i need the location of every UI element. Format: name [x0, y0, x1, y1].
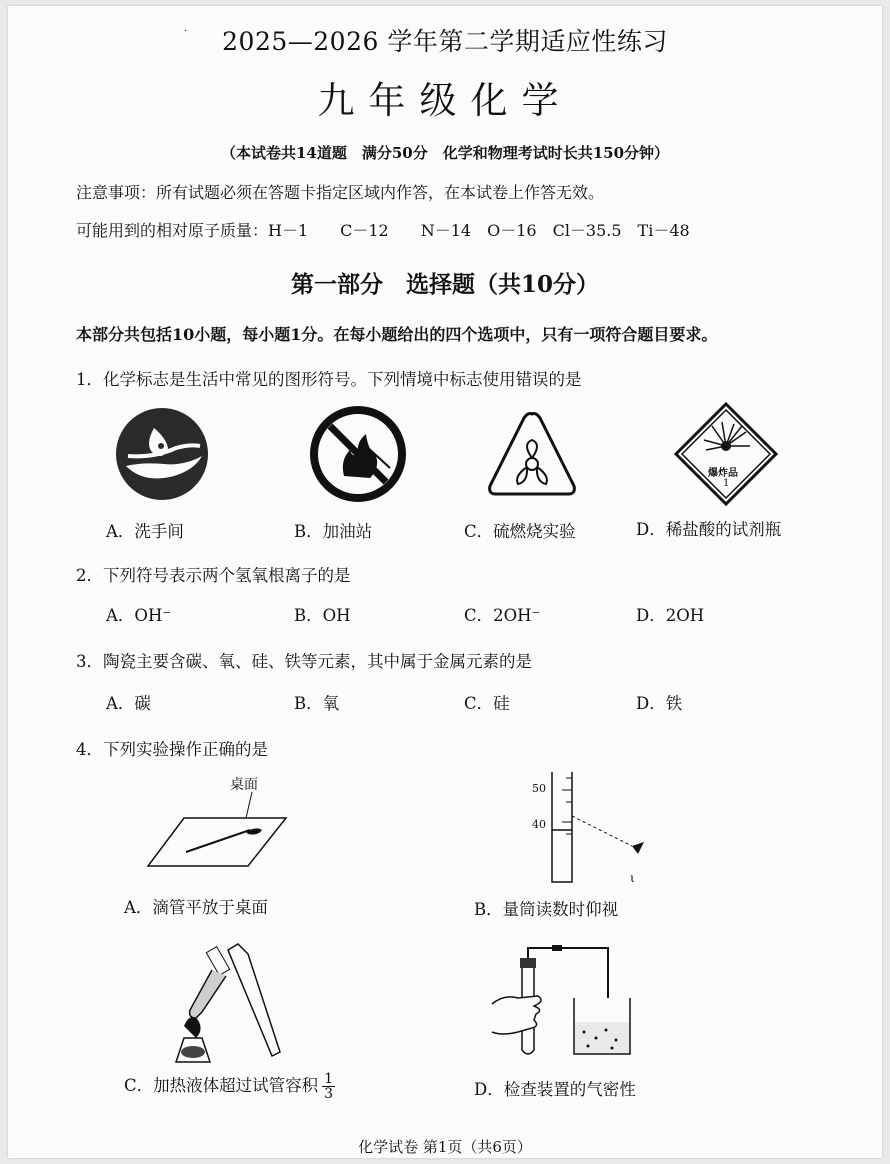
q2-option-c: C．2OH⁻: [464, 606, 541, 625]
q1-option-a: A．洗手间: [106, 522, 184, 541]
q4-option-c-text: C．加热液体超过试管容积: [124, 1076, 319, 1095]
q4-option-d: D．检查装置的气密性: [474, 1080, 636, 1099]
q3-option-b: B．氧: [294, 694, 340, 713]
heating-test-tube-figure: [168, 942, 288, 1066]
graduated-cylinder-figure: [528, 770, 678, 884]
explosive-class: 1: [723, 478, 730, 489]
cylinder-tick-40: 40: [532, 818, 546, 831]
fraction-one-third: [322, 1072, 335, 1101]
q3-option-c: C．硅: [464, 694, 510, 713]
q2-option-a: A．OH⁻: [106, 606, 172, 625]
q4-option-a: A．滴管平放于桌面: [124, 898, 268, 917]
q3-stem: 3．陶瓷主要含碳、氧、硅、铁等元素，其中属于金属元素的是: [76, 652, 532, 671]
notice: 注意事项：所有试题必须在答题卡指定区域内作答，在本试卷上作答无效。: [76, 183, 605, 202]
explosive-icon: [674, 402, 778, 506]
q3-option-d: D．铁: [636, 694, 683, 713]
q2-option-d: D．2OH: [636, 606, 705, 625]
exam-page: [8, 6, 882, 1158]
page-footer: 化学试卷 第1页（共6页）: [358, 1138, 532, 1156]
q4-option-c: [124, 1072, 335, 1101]
exam-note: （本试卷共14道题 满分50分 化学和物理考试时长共150分钟）: [220, 144, 670, 162]
table-label: 桌面: [230, 777, 258, 793]
section-instructions: 本部分共包括10小题，每小题1分。在每小题给出的四个选项中，只有一项符合题目要求。: [76, 325, 718, 344]
exam-title: 2025—2026 学年第二学期适应性练习: [222, 27, 668, 56]
explosive-label: 爆炸品: [708, 468, 738, 479]
q1-option-d: D．稀盐酸的试剂瓶: [636, 520, 782, 539]
dropper-on-table-figure: [146, 790, 296, 872]
toxic-triangle-icon: [486, 410, 578, 498]
q1-option-c: C．硫燃烧实验: [464, 522, 576, 541]
q2-stem: 2．下列符号表示两个氢氧根离子的是: [76, 566, 351, 585]
handwash-icon: [114, 406, 210, 502]
q4-stem: 4．下列实验操作正确的是: [76, 740, 268, 759]
cylinder-tick-50: 50: [532, 782, 546, 795]
q4-option-b: B．量筒读数时仰视: [474, 900, 619, 919]
q2-option-b: B．OH: [294, 606, 351, 625]
airtightness-check-figure: [488, 940, 638, 1060]
q1-stem: 1．化学标志是生活中常见的图形符号。下列情境中标志使用错误的是: [76, 370, 582, 389]
q1-option-b: B．加油站: [294, 522, 373, 541]
section-title: 第一部分 选择题（共10分）: [290, 271, 599, 298]
fraction-denominator: 3: [324, 1086, 334, 1102]
atomic-mass: 可能用到的相对原子质量：H－1 C－12 N－14 O－16 Cl－35.5 Ti－48: [76, 221, 690, 240]
speck: ·: [184, 26, 188, 37]
no-fire-icon: [310, 406, 406, 502]
fraction-numerator: 1: [324, 1071, 334, 1087]
subject-title: 九年级化学: [317, 79, 573, 122]
svg-text:ι: ι: [630, 871, 635, 885]
q3-option-a: A．碳: [106, 694, 151, 713]
